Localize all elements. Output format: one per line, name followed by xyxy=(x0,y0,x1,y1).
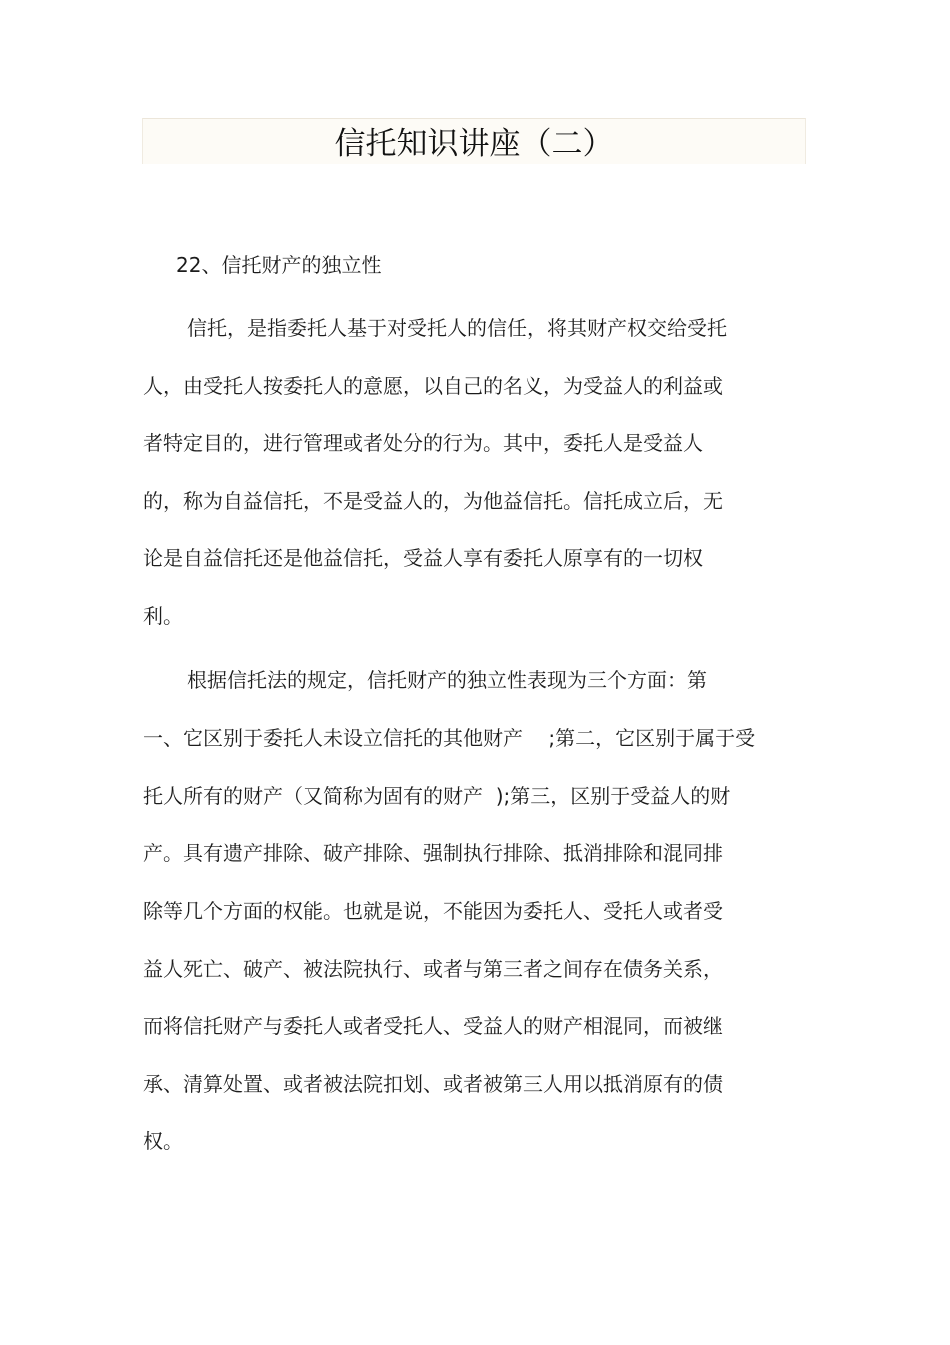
paragraph-line: 产。具有遗产排除、破产排除、强制执行排除、抵消排除和混同排 xyxy=(143,841,723,865)
paragraph-line: 的，称为自益信托，不是受益人的，为他益信托。信托成立后，无 xyxy=(143,489,723,513)
paragraph-line: 论是自益信托还是他益信托，受益人享有委托人原享有的一切权 xyxy=(143,546,703,570)
paragraph-line: 信托，是指委托人基于对受托人的信任，将其财产权交给受托 xyxy=(187,316,727,340)
paragraph-line: 利。 xyxy=(143,604,183,628)
paragraph-line: 承、清算处置、或者被法院扣划、或者被第三人用以抵消原有的债 xyxy=(143,1072,723,1096)
paragraph-line: 益人死亡、破产、被法院执行、或者与第三者之间存在债务关系， xyxy=(143,957,723,981)
paragraph-line: 一、它区别于委托人未设立信托的其他财产 ;第二，它区别于属于受 xyxy=(143,726,756,750)
paragraph-line: 除等几个方面的权能。也就是说，不能因为委托人、受托人或者受 xyxy=(143,899,723,923)
paragraph-line: 托人所有的财产（又简称为固有的财产 );第三，区别于受益人的财 xyxy=(143,784,731,808)
section-heading: 22、信托财产的独立性 xyxy=(176,253,382,277)
document-title: 信托知识讲座（二） xyxy=(334,126,614,162)
paragraph-line: 而将信托财产与委托人或者受托人、受益人的财产相混同，而被继 xyxy=(143,1014,723,1038)
paragraph-line: 权。 xyxy=(143,1129,183,1153)
paragraph-line: 者特定目的，进行管理或者处分的行为。其中，委托人是受益人 xyxy=(143,431,703,455)
paragraph-line: 根据信托法的规定，信托财产的独立性表现为三个方面：第 xyxy=(187,668,707,692)
paragraph-line: 人，由受托人按委托人的意愿，以自己的名义，为受益人的利益或 xyxy=(143,374,723,398)
